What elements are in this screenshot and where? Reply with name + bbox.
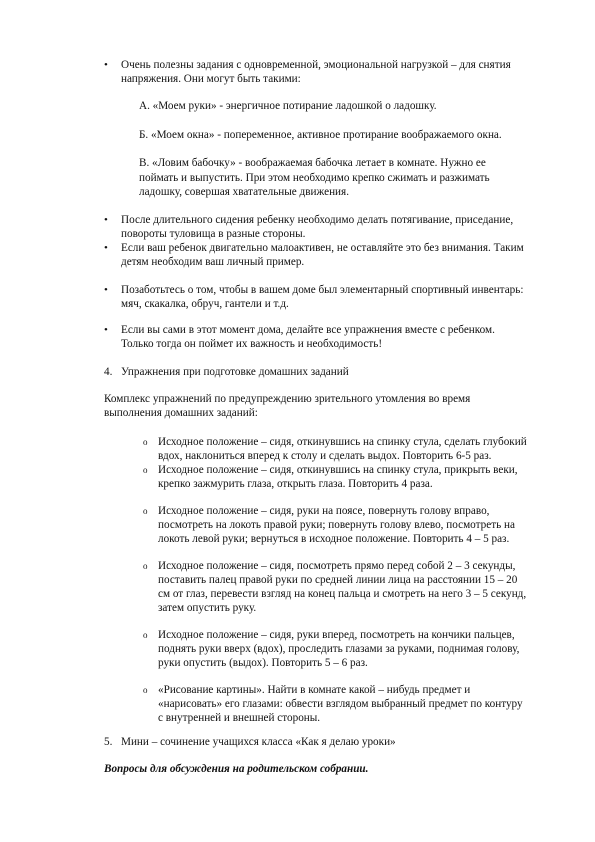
exercise-line: затем опустить руку. [158,602,257,614]
intro-line: выполнения домашних заданий: [104,407,258,419]
exercise-line: см от глаз, перевести взгляд на конец пальца и смотреть на него 3 – 5 секунд, [158,588,527,600]
intro-line: Комплекс упражнений по предупреждению зрительного утомления во время [104,393,471,405]
bullet-marker: • [104,284,108,296]
exercise-line: вдох, наклониться вперед к столу и сделать выдох. Повторить 6-5 раз. [158,450,492,462]
exercise-line: руки опустить (выдох). Повторить 5 – 6 раз. [158,657,368,669]
paragraph-line: Позаботьтесь о том, чтобы в вашем доме был элементарный спортивный инвентарь: [121,284,524,296]
sub-bullet-marker: o [143,685,148,695]
sub-bullet-marker: o [143,630,148,640]
sub-bullet-marker: o [143,506,148,516]
paragraph-line: После длительного сидения ребенку необходимо делать потягивание, приседание, [121,214,514,226]
paragraph-line: повороты туловища в разные стороны. [121,228,306,240]
discussion-questions-heading: Вопросы для обсуждения на родительском собрании. [104,763,369,775]
bullet-marker: • [104,324,108,336]
paragraph-line: Очень полезны задания с одновременной, эмоциональной нагрузкой – для снятия [121,59,511,71]
exercise-line: локоть левой руки; вернуться в исходное положение. Повторить 4 – 5 раз. [158,533,510,545]
paragraph-line: мяч, скакалка, обруч, гантели и т.д. [121,298,289,310]
paragraph-line: напряжения. Они могут быть такими: [121,73,301,85]
section-title: Упражнения при подготовке домашних заданий [121,366,349,378]
paragraph-line: детям необходим ваш личный пример. [121,256,305,268]
exercise-line: поднять руки вверх (вдох), проследить глазами за руками, поднимая голову, [158,643,520,655]
bullet-marker: • [104,214,108,226]
sub-item-b: Б. «Моем окна» - попеременное, активное протирание воображаемого окна. [139,129,502,141]
exercise-line: Исходное положение – сидя, откинувшись на спинку стула, прикрыть веки, [158,464,518,476]
exercise-line: Исходное положение – сидя, руки на поясе, повернуть голову вправо, [158,505,490,517]
exercise-line: Исходное положение – сидя, откинувшись на спинку стула, сделать глубокий [158,436,527,448]
sub-item-c: В. «Ловим бабочку» - воображаемая бабочка летает в комнате. Нужно ее [139,157,486,169]
section-number: 4. [104,366,113,378]
exercise-line: крепко зажмурить глаза, открыть глаза. Повторить 4 раза. [158,478,433,490]
paragraph-line: Если ваш ребенок двигательно малоактивен, не оставляйте это без внимания. Таким [121,242,524,254]
bullet-marker: • [104,242,108,254]
paragraph-line: Только тогда он поймет их важность и необходимость! [121,338,383,350]
bullet-marker: • [104,59,108,71]
sub-bullet-marker: o [143,561,148,571]
exercise-line: «нарисовать» его глазами: обвести взглядом выбранный предмет по контуру [158,698,523,710]
sub-bullet-marker: o [143,437,148,447]
sub-item-c: ладошку, совершая хватательные движения. [139,186,349,198]
section-number: 5. [104,736,113,748]
sub-item-c: поймать и выпустить. При этом необходимо крепко сжимать и разжимать [139,172,490,184]
exercise-line: посмотреть на локоть правой руки; повернуть голову влево, посмотреть на [158,519,515,531]
paragraph-line: Если вы сами в этот момент дома, делайте все упражнения вместе с ребенком. [121,324,495,336]
exercise-line: Исходное положение – сидя, руки вперед, посмотреть на кончики пальцев, [158,629,515,641]
sub-bullet-marker: o [143,465,148,475]
exercise-line: Исходное положение – сидя, посмотреть прямо перед собой 2 – 3 секунды, [158,560,516,572]
exercise-line: «Рисование картины». Найти в комнате какой – нибудь предмет и [158,684,471,696]
sub-item-a: А. «Моем руки» - энергичное потирание ладошкой о ладошку. [139,100,437,112]
section-title: Мини – сочинение учащихся класса «Как я делаю уроки» [121,736,396,748]
exercise-line: поставить палец правой руки по средней линии лица на расстоянии 15 – 20 [158,574,518,586]
exercise-line: с внутренней и внешней стороны. [158,712,321,724]
